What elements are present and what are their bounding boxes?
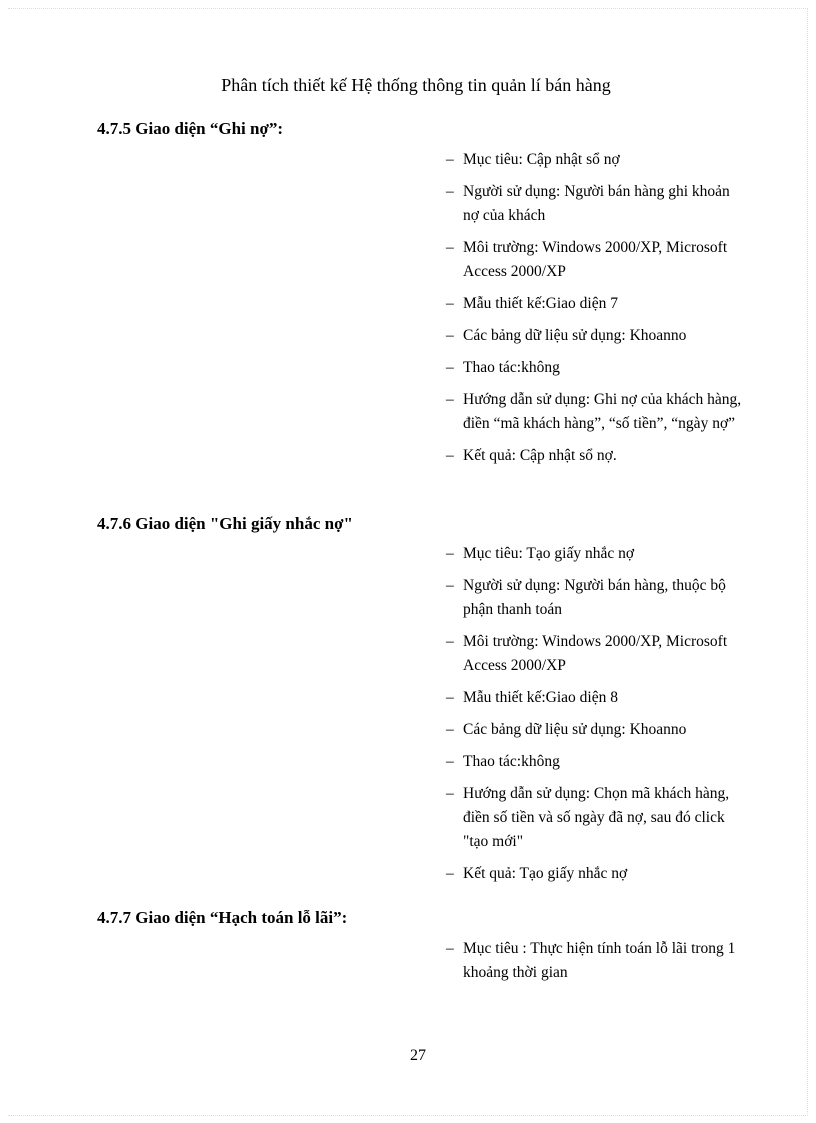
section-heading-4-7-6: 4.7.6 Giao diện "Ghi giấy nhắc nợ" (97, 514, 353, 533)
list-item-text: Kết quả: Cập nhật sổ nợ. (463, 447, 617, 464)
list-item-text: Hướng dẫn sử dụng: Ghi nợ của khách hàng, điền “mã khách hàng”, “số tiền”, “ngày nợ” (463, 391, 742, 432)
list-item (446, 324, 746, 348)
bullet-dash: – (446, 295, 454, 312)
list-item-text: Các bảng dữ liệu sử dụng: Khoanno (463, 327, 687, 344)
page-header-title: Phân tích thiết kế Hệ thống thông tin quản lí bán hàng (221, 75, 611, 95)
section-heading-4-7-7: 4.7.7 Giao diện “Hạch toán lỗ lãi”: (97, 908, 348, 927)
list-item-text: Môi trường: Windows 2000/XP, Microsoft Access 2000/XP (463, 633, 728, 674)
list-item (446, 718, 746, 742)
list-item (446, 862, 746, 886)
list-item-text: Người sử dụng: Người bán hàng, thuộc bộ phận thanh toán (463, 577, 726, 618)
bullet-dash: – (446, 447, 454, 464)
list-item (446, 236, 746, 284)
list-item-text: Kết quả: Tạo giấy nhắc nợ (463, 865, 628, 882)
list-item-text: Hướng dẫn sử dụng: Chọn mã khách hàng, điền số tiền và số ngày đã nợ, sau đó click "tạo mới" (463, 785, 730, 850)
bullet-dash: – (446, 239, 454, 256)
list-item-text: Người sử dụng: Người bán hàng ghi khoản nợ của khách (463, 183, 730, 224)
list-item-text: Mẫu thiết kế:Giao diện 8 (463, 689, 618, 706)
bullet-dash: – (446, 785, 454, 802)
bullet-dash: – (446, 327, 454, 344)
list-item (446, 750, 746, 774)
bullet-dash: – (446, 391, 454, 408)
bullet-dash: – (446, 753, 454, 770)
bullet-dash: – (446, 545, 454, 562)
bullet-dash: – (446, 577, 454, 594)
list-item-text: Mục tiêu : Thực hiện tính toán lỗ lãi trong 1 khoảng thời gian (463, 940, 736, 981)
list-item (446, 686, 746, 710)
bullet-dash: – (446, 183, 454, 200)
bullet-dash: – (446, 865, 454, 882)
section-heading-4-7-5: 4.7.5 Giao diện “Ghi nợ”: (97, 119, 284, 138)
bullet-dash: – (446, 721, 454, 738)
list-item (446, 388, 746, 436)
list-item (446, 630, 746, 678)
page-number: 27 (410, 1047, 426, 1064)
list-item-text: Mục tiêu: Tạo giấy nhắc nợ (463, 545, 635, 562)
list-item-text: Thao tác:không (463, 359, 560, 376)
section-4-7-5-list (446, 148, 746, 476)
list-item (446, 782, 746, 854)
list-item (446, 148, 746, 172)
bullet-dash: – (446, 633, 454, 650)
list-item-text: Môi trường: Windows 2000/XP, Microsoft Access 2000/XP (463, 239, 728, 280)
list-item (446, 444, 746, 468)
list-item (446, 937, 746, 985)
list-item (446, 180, 746, 228)
list-item-text: Các bảng dữ liệu sử dụng: Khoanno (463, 721, 687, 738)
list-item-text: Mẫu thiết kế:Giao diện 7 (463, 295, 618, 312)
list-item-text: Thao tác:không (463, 753, 560, 770)
bullet-dash: – (446, 940, 454, 957)
list-item-text: Mục tiêu: Cập nhật sổ nợ (463, 151, 620, 168)
section-4-7-7-list (446, 937, 746, 993)
list-item (446, 292, 746, 316)
bullet-dash: – (446, 151, 454, 168)
list-item (446, 356, 746, 380)
bullet-dash: – (446, 689, 454, 706)
bullet-dash: – (446, 359, 454, 376)
list-item (446, 542, 746, 566)
section-4-7-6-list (446, 542, 746, 894)
list-item (446, 574, 746, 622)
